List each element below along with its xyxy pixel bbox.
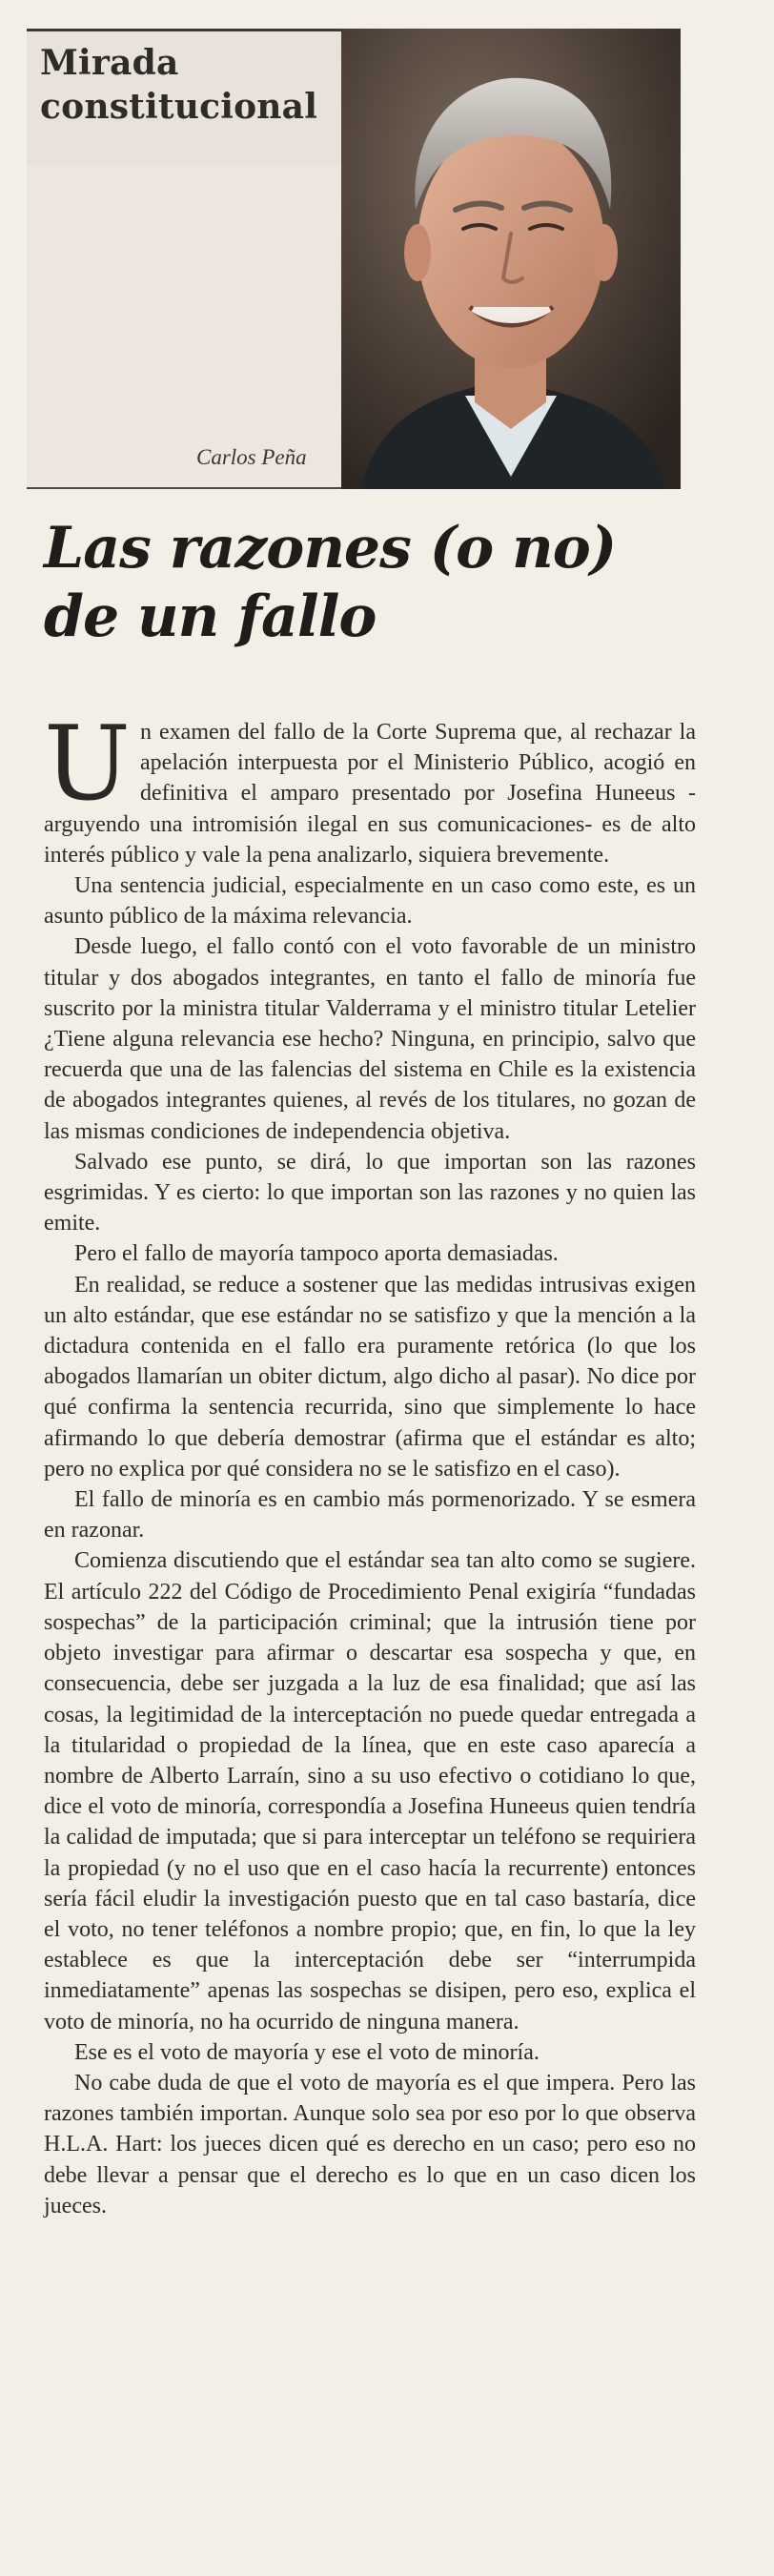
portrait-illustration (341, 29, 681, 489)
article-paragraph (44, 705, 696, 870)
article-paragraph: Ese es el voto de mayoría y ese el voto de minoría. (74, 2039, 540, 2065)
author-portrait (341, 29, 681, 489)
drop-cap: U (44, 705, 132, 824)
article-body (44, 705, 696, 2221)
column-header (27, 29, 679, 489)
article-paragraph-text: n examen del fallo de la Corte Suprema que, al rechazar la apelación interpuesta por el Ministerio Público, acogió en definitiva el amparo presentado por Josefina Huneeus -arguyendo una intromisión ilegal en sus comunicaciones- es de alto interés público y vale la pena analizarlo, siquiera brevemente. (44, 720, 696, 868)
article-paragraph: El fallo de minoría es en cambio más pormenorizado. Y se esmera en razonar. (44, 1487, 696, 1544)
kicker-line-1: Mirada (40, 43, 179, 83)
article-paragraph: Pero el fallo de mayoría tampoco aporta demasiadas. (74, 1241, 559, 1267)
article-paragraph: Desde luego, el fallo contó con el voto favorable de un ministro titular y dos abogados integrantes, en tanto el fallo de minoría fue suscrito por la ministra titular Valderrama y el ministro titular Letelier ¿Tiene alguna relevancia ese hecho? Ninguna, en principio, salvo que recuerda que una de las falencias del sistema en Chile es la existencia de abogados integrantes quienes, al revés de los titulares, no gozan de las mismas condiciones de independencia objetiva. (44, 934, 696, 1144)
headline-line-2: de un fallo (44, 583, 377, 650)
author-byline: Carlos Peña (196, 445, 307, 469)
column-kicker (27, 31, 343, 165)
article-paragraph: Comienza discutiendo que el estándar sea tan alto como se sugiere. El artículo 222 del Código de Procedimiento Penal exigiría “fundadas sospechas” de la participación criminal; que la intrusión tiene por objeto investigar para afirmar o descartar esa sospecha y que, en consecuencia, debe ser juzgada a la luz de esa finalidad; que así las cosas, la legitimidad de la interceptación no puede quedar entregada a la titularidad o propiedad de la línea, que en este caso aparecía a nombre de Alberto Larraín, sino a su uso efectivo o cotidiano lo que, dice el voto de minoría, correspondía a Josefina Huneeus quien tendría la calidad de imputada; que si para interceptar un teléfono se requiriera la propiedad (y no el uso que en el caso hacía la recurrente) entonces sería fácil eludir la investigación puesto que en tal caso bastaría, dice el voto, no tener teléfonos a nombre propio; que, en fin, lo que la ley establece es que la interceptación debe ser “interrumpida inmediatamente” apenas las sospechas se disipen, pero eso, explica el voto de minoría, no ha ocurrido de ninguna manera. (44, 1548, 696, 2034)
article-paragraph: Salvado ese punto, se dirá, lo que importan son las razones esgrimidas. Y es cierto: lo que importan son las razones y no quien las emite. (44, 1149, 696, 1237)
article-paragraph: No cabe duda de que el voto de mayoría es el que impera. Pero las razones también importan. Aunque solo sea por eso por lo que observa H.L.A. Hart: los jueces dicen qué es derecho en un caso; pero eso no debe llevar a pensar que el derecho es lo que en un caso dicen los jueces. (44, 2070, 696, 2218)
article-paragraph: Una sentencia judicial, especialmente en un caso como este, es un asunto público de la máxima relevancia. (44, 873, 696, 930)
headline-line-1: Las razones (o no) (44, 515, 617, 582)
article-paragraph: En realidad, se reduce a sostener que las medidas intrusivas exigen un alto estándar, que ese estándar no se satisfizo y que la mención a la dictadura contenida en el fallo era puramente retórica (lo que los abogados llamarían un obiter dictum, algo dicho al pasar). No dice por qué confirma la sentencia recurrida, sino que simplemente lo hace afirmando lo que debería demostrar (afirma que el estándar es alto; pero no explica por qué considera no se le satisfizo en el caso). (44, 1272, 696, 1482)
kicker-line-2: constitucional (40, 87, 318, 127)
